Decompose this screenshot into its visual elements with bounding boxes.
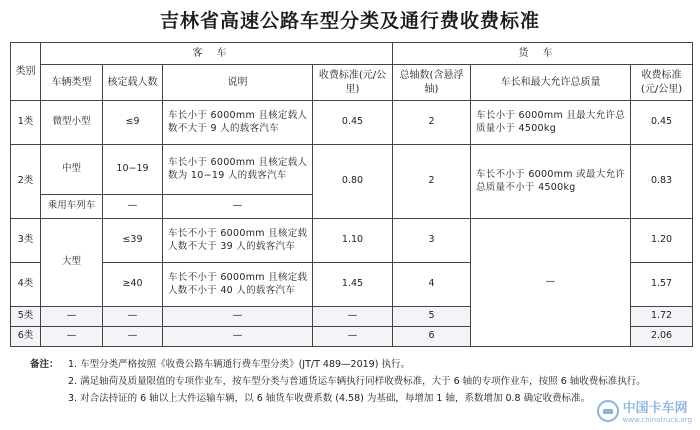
freight-rate-header: 收费标准(元/公里)	[631, 65, 693, 101]
class-cell: 5类	[11, 307, 41, 327]
description-cell: —	[163, 195, 313, 219]
seats-header: 核定载人数	[103, 65, 163, 101]
description-header: 说明	[163, 65, 313, 101]
description-cell: 车长小于 6000mm 且核定载人数不大于 9 人的载客汽车	[163, 101, 313, 145]
table-row	[11, 101, 693, 145]
length-weight-header: 车长和最大允许总质量	[471, 65, 631, 101]
class-cell: 1类	[11, 101, 41, 145]
vehicle-type-cell: —	[41, 327, 103, 347]
seats-cell: —	[103, 195, 163, 219]
note-item	[30, 373, 692, 390]
note-text: 1. 车型分类严格按照《收费公路车辆通行费车型分类》(JT/T 489—2019) 执行。	[68, 359, 410, 370]
class-cell: 4类	[11, 263, 41, 307]
axles-header: 总轴数(含悬浮轴)	[393, 65, 471, 101]
note-text: 3. 对合法持证的 6 轴以上大件运输车辆，以 6 轴货车收费系数 (4.58) 为基础，每增加 1 轴，系数增加 0.8 确定收费标准。	[68, 393, 591, 404]
vehicle-type-cell: —	[41, 307, 103, 327]
freight-group-header: 货车	[393, 43, 693, 65]
freight-description-cell: 车长不小于 6000mm 或最大允许总质量不小于 4500kg	[471, 145, 631, 219]
watermark-url: www.chinatruck.org	[622, 416, 692, 424]
notes-label: 备注：	[30, 359, 59, 370]
axles-cell: 2	[393, 101, 471, 145]
page-title: 吉林省高速公路车型分类及通行费收费标准	[159, 10, 540, 32]
seats-cell: ≤9	[103, 101, 163, 145]
axles-cell: 2	[393, 145, 471, 219]
description-cell: 车长小于 6000mm 且核定载人数为 10−19 人的载客汽车	[163, 145, 313, 195]
seats-cell: —	[103, 327, 163, 347]
passenger-rate-header: 收费标准(元/公里)	[313, 65, 393, 101]
class-cell: 2类	[11, 145, 41, 219]
header-row-group	[11, 43, 693, 65]
truck-logo-icon	[597, 400, 619, 422]
freight-rate-cell: 0.45	[631, 101, 693, 145]
passenger-rate-cell: —	[313, 327, 393, 347]
freight-rate-cell: 1.20	[631, 219, 693, 263]
class-header: 类别	[11, 43, 41, 101]
passenger-rate-cell: 0.45	[313, 101, 393, 145]
table-row	[11, 145, 693, 195]
passenger-rate-cell: 1.45	[313, 263, 393, 307]
freight-description-cell: 车长小于 6000mm 且最大允许总质量小于 4500kg	[471, 101, 631, 145]
axles-cell: 6	[393, 327, 471, 347]
description-cell: 车长不小于 6000mm 且核定载人数不小于 40 人的载客汽车	[163, 263, 313, 307]
vehicle-type-cell: 乘用车列车	[41, 195, 103, 219]
axles-cell: 4	[393, 263, 471, 307]
freight-rate-cell: 0.83	[631, 145, 693, 219]
description-cell: 车长不小于 6000mm 且核定载人数不大于 39 人的载客汽车	[163, 219, 313, 263]
vehicle-type-cell: 中型	[41, 145, 103, 195]
header-row-columns	[11, 65, 693, 101]
seats-cell: ≥40	[103, 263, 163, 307]
class-cell: 6类	[11, 327, 41, 347]
note-item	[30, 390, 692, 407]
passenger-rate-cell: —	[313, 307, 393, 327]
axles-cell: 5	[393, 307, 471, 327]
passenger-group-header: 客车	[41, 43, 393, 65]
vehicle-type-cell: 微型小型	[41, 101, 103, 145]
axles-cell: 3	[393, 219, 471, 263]
watermark	[597, 397, 692, 424]
passenger-rate-cell: 1.10	[313, 219, 393, 263]
passenger-rate-cell: 0.80	[313, 145, 393, 219]
freight-description-cell: —	[471, 219, 631, 347]
freight-rate-cell: 2.06	[631, 327, 693, 347]
note-item	[30, 356, 692, 373]
watermark-name: 中国卡车网	[622, 401, 688, 416]
vehicle-type-header: 车辆类型	[41, 65, 103, 101]
vehicle-type-cell: 大型	[41, 219, 103, 307]
freight-rate-cell: 1.57	[631, 263, 693, 307]
seats-cell: —	[103, 307, 163, 327]
seats-cell: 10−19	[103, 145, 163, 195]
freight-rate-cell: 1.72	[631, 307, 693, 327]
class-cell: 3类	[11, 219, 41, 263]
description-cell: —	[163, 327, 313, 347]
toll-table	[10, 42, 693, 347]
description-cell: —	[163, 307, 313, 327]
seats-cell: ≤39	[103, 219, 163, 263]
note-text: 2. 满足轴荷及质量限值的专项作业车，按车型分类与普通货运车辆执行同样收费标准，大于 6 轴的专项作业车，按照 6 轴收费标准执行。	[68, 376, 646, 387]
table-row	[11, 219, 693, 263]
notes-section	[30, 356, 692, 407]
